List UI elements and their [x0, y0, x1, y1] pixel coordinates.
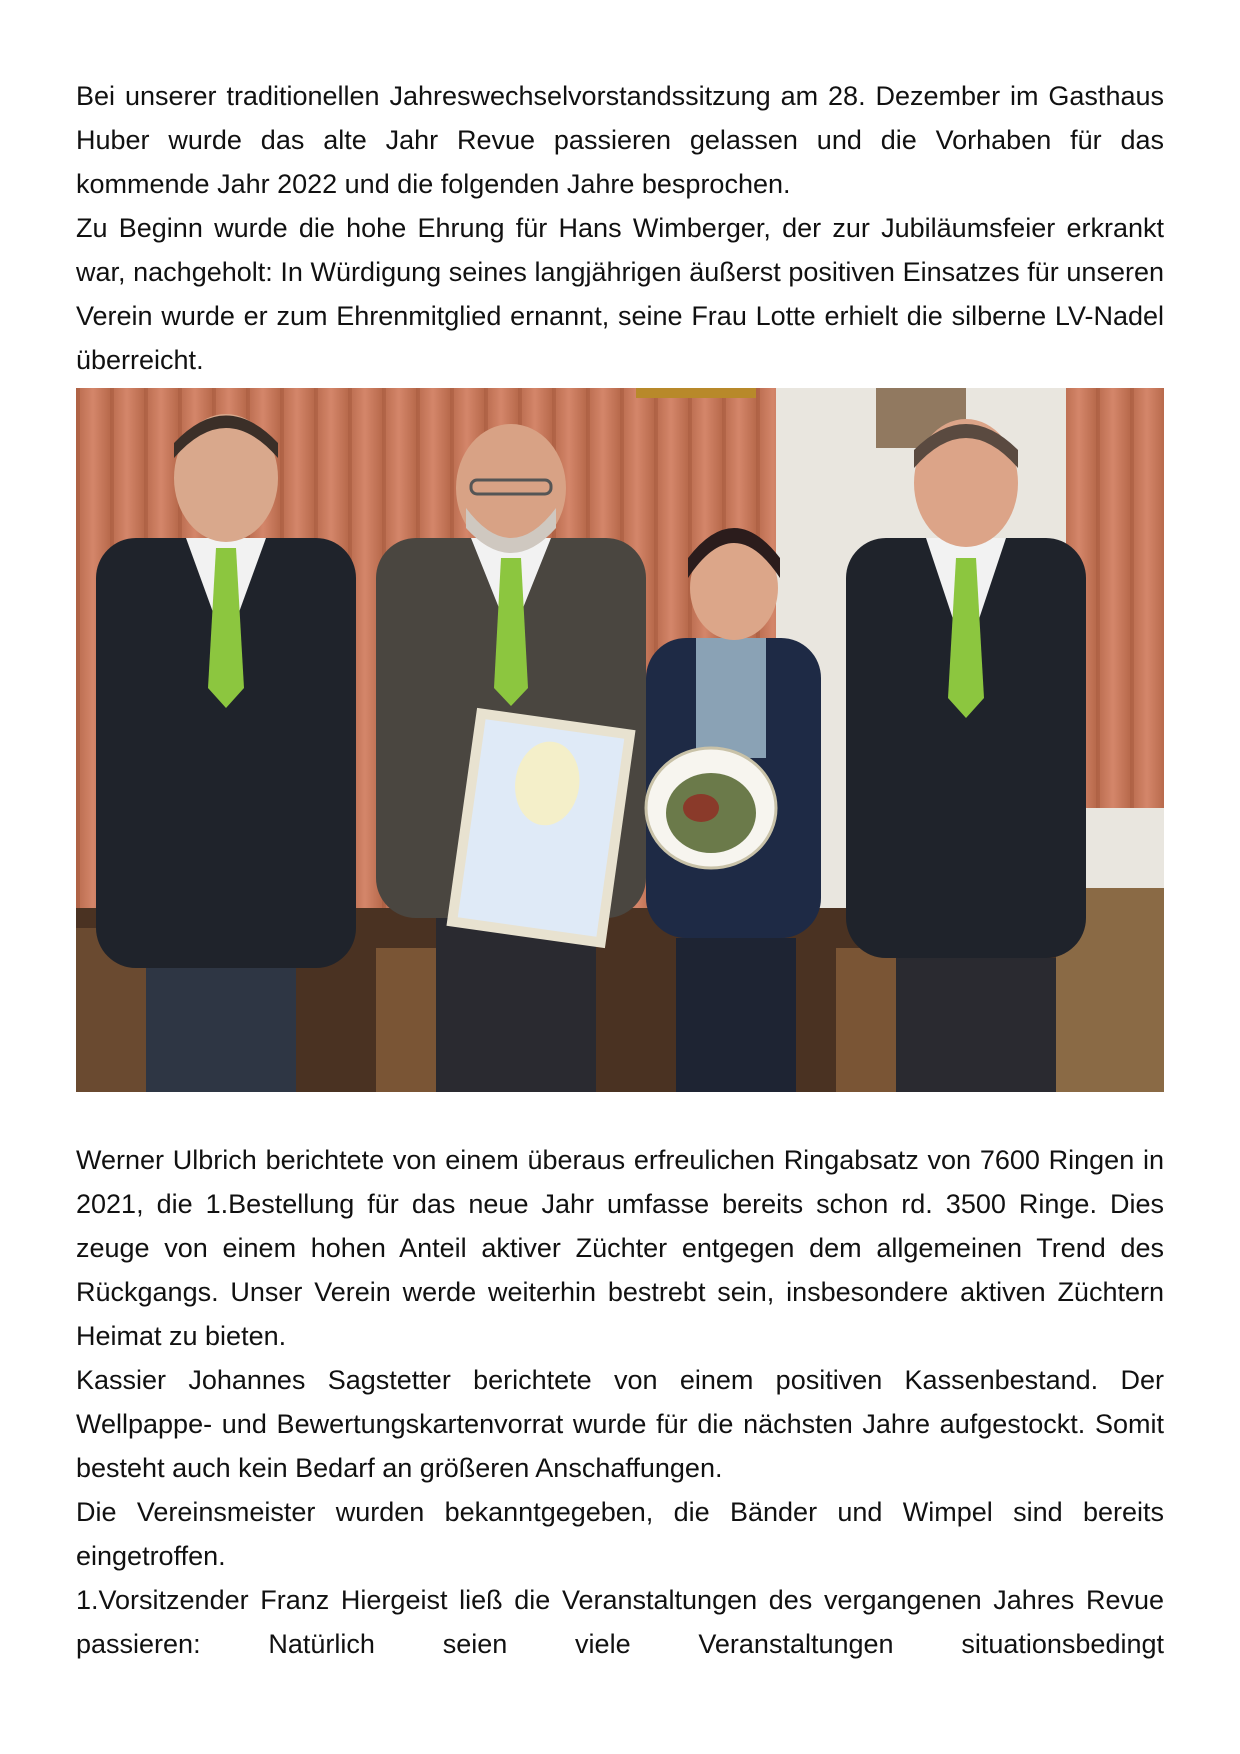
certificate-frame	[446, 708, 635, 948]
paragraph-honor: Zu Beginn wurde die hohe Ehrung für Hans Wimberger, der zur Jubiläumsfeier erkrankt war, nachgeholt: In Würdigung seines langjährigen äußerst positiven Einsatzes für unseren Verein wurde er zum Ehrenmitglied ernannt, seine Frau Lotte erhielt die silberne LV-Nadel überreicht.	[76, 213, 1164, 375]
group-photo	[76, 388, 1164, 1092]
paragraph-intro: Bei unserer traditionellen Jahreswechselvorstandssitzung am 28. Dezember im Gasthaus Huber wurde das alte Jahr Revue passieren gelassen und die Vorhaben für das kommende Jahr 2022 und die folgenden Jahre besprochen.	[76, 81, 1164, 199]
paragraph-chairman: 1.Vorsitzender Franz Hiergeist ließ die Veranstaltungen des vergangenen Jahres Revue passieren: Natürlich seien viele Veranstaltungen situationsbedingt	[76, 1585, 1164, 1659]
paragraph-treasurer: Kassier Johannes Sagstetter berichtete von einem positiven Kassenbestand. Der Wellpappe- und Bewertungskartenvorrat wurde für die nächsten Jahre aufgestockt. Somit besteht auch kein Bedarf an größeren Anschaffungen.	[76, 1365, 1164, 1483]
paragraph-rings: Werner Ulbrich berichtete von einem überaus erfreulichen Ringabsatz von 7600 Ringen in 2021, die 1.Bestellung für das neue Jahr umfasse bereits schon rd. 3500 Ringe. Dies zeuge von einem hohen Anteil aktiver Züchter entgegen dem allgemeinen Trend des Rückgangs. Unser Verein werde weiterhin bestrebt sein, insbesondere aktiven Züchtern Heimat zu bieten.	[76, 1145, 1164, 1351]
decorative-plate	[646, 748, 776, 868]
paragraph-champions: Die Vereinsmeister wurden bekanntgegeben, die Bänder und Wimpel sind bereits eingetroffen.	[76, 1497, 1164, 1571]
document-page	[76, 74, 1164, 1666]
